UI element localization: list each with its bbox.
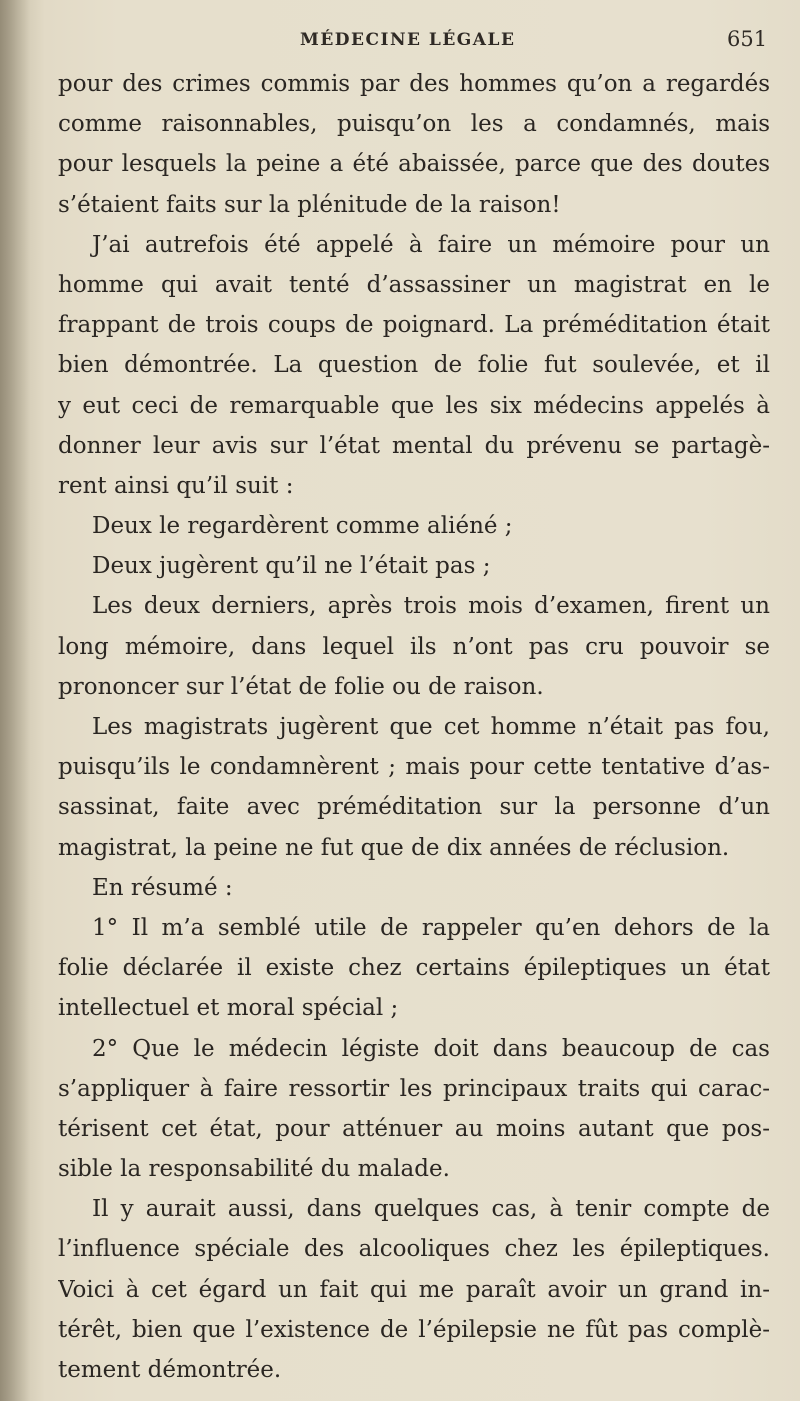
text-line: Les magistrats jugèrent que cet homme n’était pas fou, [92, 714, 770, 740]
text-line: l’influence spéciale des alcooliques chez les épileptiques. [58, 1236, 770, 1263]
page-number: 651 [727, 27, 768, 51]
text-line: folie déclarée il existe chez certains épileptiques un état [58, 955, 770, 982]
text-line: comme raisonnables, puisqu’on les a condamnés, mais [58, 111, 770, 138]
text-line: 2° Que le médecin légiste doit dans beaucoup de cas [92, 1035, 770, 1062]
text-line: frappant de trois coups de poignard. La préméditation était [58, 312, 770, 339]
text-line: rent ainsi qu’il suit : [58, 472, 294, 499]
body-text [58, 64, 770, 1390]
running-head: MÉDECINE LÉGALE [300, 30, 516, 50]
text-line: térisent cet état, pour atténuer au moins autant que pos- [58, 1115, 770, 1142]
text-line: y eut ceci de remarquable que les six médecins appelés à [58, 392, 770, 419]
text-line: intellectuel et moral spécial ; [58, 995, 399, 1022]
text-line: Deux le regardèrent comme aliéné ; [92, 513, 513, 540]
text-line: 1° Il m’a semblé utile de rappeler qu’en dehors de la [92, 914, 770, 941]
text-line: J’ai autrefois été appelé à faire un mémoire pour un [92, 231, 770, 258]
text-line: prononcer sur l’état de folie ou de raison. [58, 673, 544, 700]
text-line: Voici à cet égard un fait qui me paraît avoir un grand in- [58, 1276, 770, 1303]
binding-shadow [0, 0, 30, 1401]
text-line: s’appliquer à faire ressortir les principaux traits qui carac- [58, 1075, 770, 1102]
text-line: Il y aurait aussi, dans quelques cas, à tenir compte de [92, 1196, 770, 1223]
text-line: pour des crimes commis par des hommes qu’on a regardés [58, 71, 770, 97]
text-line: sible la responsabilité du malade. [58, 1156, 450, 1183]
text-line: En résumé : [92, 874, 233, 901]
text-line: sassinat, faite avec préméditation sur la personne d’un [58, 794, 770, 821]
text-line: long mémoire, dans lequel ils n’ont pas cru pouvoir se [58, 633, 770, 660]
text-line: tement démontrée. [58, 1357, 282, 1383]
text-line: homme qui avait tenté d’assassiner un magistrat en le [58, 271, 770, 298]
text-line: donner leur avis sur l’état mental du prévenu se partagè- [58, 432, 770, 459]
text-line: térêt, bien que l’existence de l’épilepsie ne fût pas complè- [58, 1316, 770, 1343]
text-line: puisqu’ils le condamnèrent ; mais pour cette tentative d’as- [58, 754, 770, 781]
text-line: pour lesquels la peine a été abaissée, parce que des doutes [58, 151, 770, 178]
text-line: Deux jugèrent qu’il ne l’était pas ; [92, 553, 491, 580]
text-line: s’étaient faits sur la plénitude de la raison! [58, 191, 561, 218]
text-line: Les deux derniers, après trois mois d’examen, firent un [92, 593, 770, 620]
text-line: bien démontrée. La question de folie fut soulevée, et il [58, 352, 770, 379]
text-line: magistrat, la peine ne fut que de dix années de réclusion. [58, 834, 730, 861]
